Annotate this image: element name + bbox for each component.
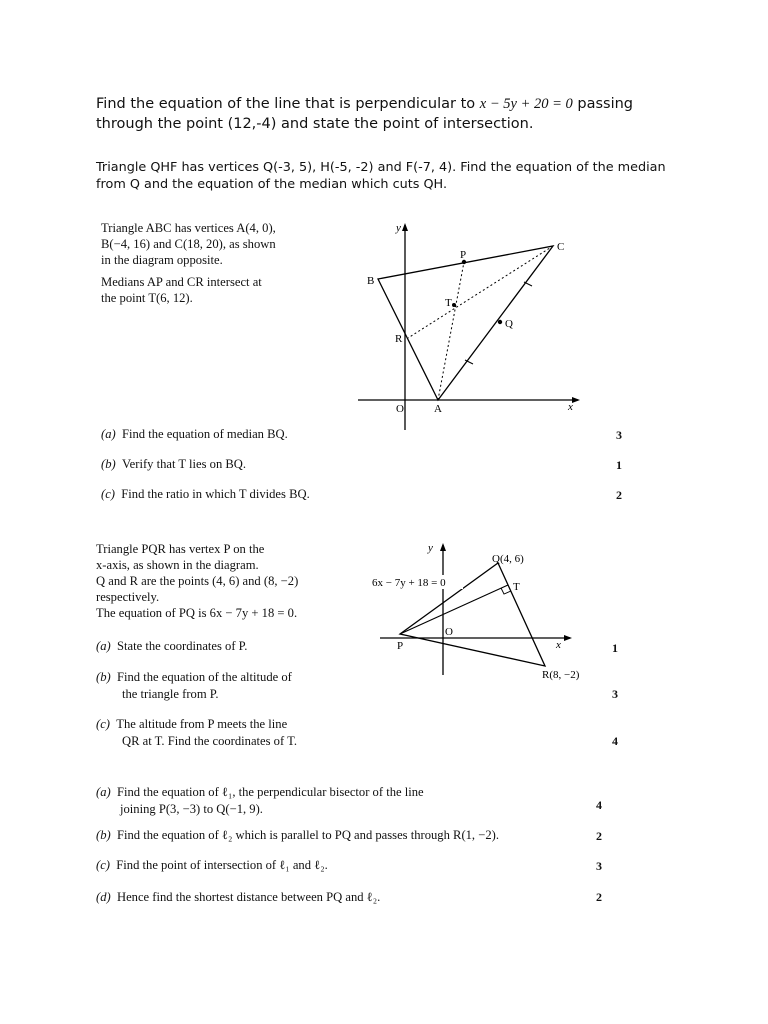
label-b: B: [367, 275, 375, 287]
q3-part-a-marks: 3: [616, 428, 622, 442]
question-3-intro: [101, 220, 331, 306]
intro-line: in the diagram opposite.: [101, 253, 223, 267]
intro-line: respectively.: [96, 590, 160, 604]
intro-line: x-axis, as shown in the diagram.: [96, 558, 259, 572]
q4-part-c: (c) The altitude from P meets the line QR at T. Find the coordinates of T.: [96, 717, 298, 748]
median-ap: [438, 262, 464, 400]
label-r: R: [395, 333, 403, 345]
q5-part-d: (d) Hence find the shortest distance between PQ and ℓ₂.: [96, 890, 381, 904]
point-q: [498, 320, 502, 324]
q3-part-a: (a) Find the equation of median BQ.: [101, 427, 288, 441]
y-arrow: [402, 223, 408, 231]
q5-part-b: (b) Find the equation of ℓ₂ which is parallel to PQ and passes through R(1, −2).: [96, 828, 499, 842]
q5-part-c-marks: 3: [596, 859, 602, 873]
intro-line: Medians AP and CR intersect at: [101, 275, 262, 289]
label-r: R(8, −2): [542, 669, 580, 681]
q3-part-b: (b) Verify that T lies on BQ.: [101, 457, 247, 471]
x-arrow: [572, 397, 580, 403]
label-c: C: [557, 241, 565, 253]
label-p: P: [397, 640, 404, 652]
q5-part-a: (a) Find the equation of ℓ₁, the perpendicular bisector of the line joining P(3, −3) to Q(−1, 9).: [96, 785, 424, 816]
intro-line: The equation of PQ is 6x − 7y + 18 = 0.: [96, 606, 298, 620]
intro-line: the point T(6, 12).: [101, 291, 193, 305]
question-1: [96, 94, 696, 134]
x-arrow: [564, 635, 572, 641]
x-axis-label: x: [568, 401, 573, 413]
altitude-pt: [400, 585, 508, 634]
question-1-line-2: through the point (12,-4) and state the point of intersection.: [96, 116, 534, 132]
question-1-line-1: Find the equation of the line that is perpendicular to x − 5y + 20 = 0 passing: [96, 96, 633, 112]
y-axis-label: y: [428, 542, 433, 554]
triangle-pqr-diagram: [360, 535, 600, 685]
intro-line: Triangle PQR has vertex P on the: [96, 542, 265, 556]
q5-part-b-marks: 2: [596, 829, 602, 843]
y-arrow: [440, 543, 446, 551]
q4-part-a: (a) State the coordinates of P.: [96, 639, 248, 653]
q4-part-b-marks: 3: [612, 687, 618, 701]
triangle-abc-diagram: [350, 215, 590, 435]
y-axis-label: y: [396, 222, 401, 234]
label-t: T: [445, 297, 452, 309]
q3-part-c-marks: 2: [616, 488, 622, 502]
q5-part-a-marks: 4: [596, 798, 602, 812]
origin-label: O: [445, 626, 453, 638]
q3-part-c: (c) Find the ratio in which T divides BQ.: [101, 487, 310, 501]
question-2: [96, 159, 696, 193]
x-axis-label: x: [556, 639, 561, 651]
q3-part-b-marks: 1: [616, 458, 622, 472]
q4-part-a-marks: 1: [612, 641, 618, 655]
intro-line: Q and R are the points (4, 6) and (8, −2): [96, 574, 299, 588]
intro-line: Triangle ABC has vertices A(4, 0),: [101, 221, 276, 235]
point-t: [452, 303, 456, 307]
pq-equation-label: 6x − 7y + 18 = 0: [372, 577, 446, 589]
q4-part-c-marks: 4: [612, 734, 618, 748]
label-q: Q(4, 6): [492, 553, 524, 565]
q5-part-d-marks: 2: [596, 890, 602, 904]
origin-label: O: [396, 403, 404, 415]
label-t: T: [513, 581, 520, 593]
question-2-line-2: from Q and the equation of the median which cuts QH.: [96, 177, 448, 192]
label-p: P: [460, 249, 467, 261]
label-a: A: [434, 403, 442, 415]
line-equation: x − 5y + 20 = 0: [479, 96, 573, 112]
triangle-abc: [378, 246, 553, 400]
q4-part-b: (b) Find the equation of the altitude of the triangle from P.: [96, 670, 292, 701]
label-q: Q: [505, 318, 513, 330]
q5-part-c: (c) Find the point of intersection of ℓ₁ and ℓ₂.: [96, 858, 328, 872]
question-4-intro: [96, 541, 336, 621]
question-2-line-1: Triangle QHF has vertices Q(-3, 5), H(-5, -2) and F(-7, 4). Find the equation of the median: [96, 160, 666, 175]
intro-line: B(−4, 16) and C(18, 20), as shown: [101, 237, 276, 251]
